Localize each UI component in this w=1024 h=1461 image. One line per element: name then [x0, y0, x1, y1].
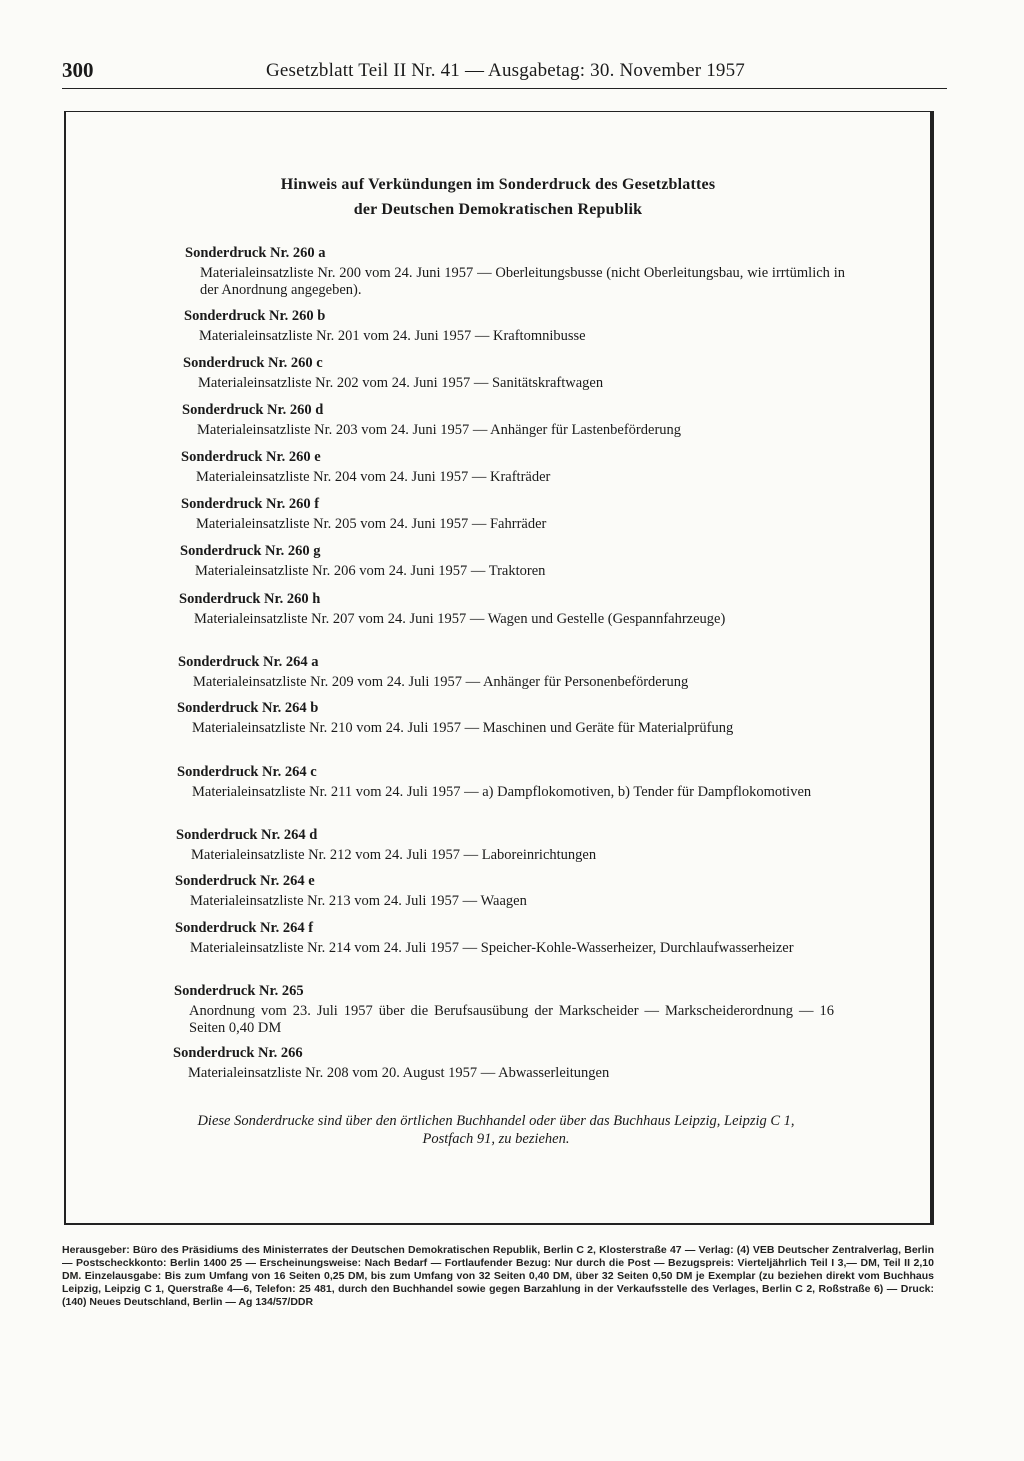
notice-title-line1: Hinweis auf Verkündungen im Sonderdruck des Gesetzblattes	[280, 176, 716, 193]
entry-heading: Sonderdruck Nr. 266	[173, 1045, 303, 1061]
entry-text: Anordnung vom 23. Juli 1957 über die Berufsausübung der Markscheider — Markscheiderordnung — 16 Seiten 0,40 DM	[189, 1003, 834, 1036]
entry-260e	[181, 449, 841, 486]
entry-heading: Sonderdruck Nr. 260 g	[180, 543, 321, 559]
entry-heading: Sonderdruck Nr. 264 c	[177, 764, 317, 780]
entry-heading: Sonderdruck Nr. 260 f	[181, 496, 320, 512]
entry-heading: Sonderdruck Nr. 264 f	[175, 920, 314, 936]
entry-text: Materialeinsatzliste Nr. 201 vom 24. Juni 1957 — Kraftomnibusse	[199, 328, 586, 344]
entry-260h	[179, 591, 839, 628]
entry-text: Materialeinsatzliste Nr. 209 vom 24. Juli 1957 — Anhänger für Personenbeförderung	[193, 674, 689, 690]
entry-260f	[181, 496, 841, 533]
entry-heading: Sonderdruck Nr. 264 a	[178, 654, 319, 670]
entry-text: Materialeinsatzliste Nr. 200 vom 24. Juni 1957 — Oberleitungsbusse (nicht Oberleitungsbau, wie irrtümlich in der Anordnung angegeben).	[200, 265, 845, 298]
entry-264a	[178, 654, 838, 691]
page-number: 300	[62, 58, 94, 82]
entry-266	[173, 1045, 833, 1082]
notice-title-line2: der Deutschen Demokratischen Republik	[353, 201, 643, 218]
entry-264f	[175, 920, 835, 957]
entry-text: Materialeinsatzliste Nr. 206 vom 24. Juni 1957 — Traktoren	[195, 563, 546, 579]
entry-text: Materialeinsatzliste Nr. 207 vom 24. Juni 1957 — Wagen und Gestelle (Gespannfahrzeuge)	[194, 611, 726, 627]
entry-heading: Sonderdruck Nr. 265	[174, 983, 304, 999]
entry-text: Materialeinsatzliste Nr. 212 vom 24. Juli 1957 — Laboreinrichtungen	[191, 847, 597, 863]
entry-heading: Sonderdruck Nr. 260 h	[179, 591, 321, 607]
entry-265	[174, 983, 834, 1037]
entry-text: Materialeinsatzliste Nr. 211 vom 24. Juli 1957 — a) Dampflokomotiven, b) Tender für Dampflokomotiven	[192, 784, 812, 800]
entry-heading: Sonderdruck Nr. 260 a	[185, 245, 326, 261]
entry-264c	[177, 764, 837, 801]
entry-heading: Sonderdruck Nr. 260 c	[183, 355, 323, 371]
entry-260g	[180, 543, 840, 580]
entry-text: Materialeinsatzliste Nr. 205 vom 24. Juni 1957 — Fahrräder	[196, 516, 547, 532]
entry-heading: Sonderdruck Nr. 264 e	[175, 873, 315, 889]
entry-heading: Sonderdruck Nr. 264 b	[177, 700, 319, 716]
entry-heading: Sonderdruck Nr. 260 b	[184, 308, 326, 324]
entry-260a	[185, 245, 845, 299]
entry-text: Materialeinsatzliste Nr. 213 vom 24. Juli 1957 — Waagen	[190, 893, 527, 909]
header-title: Gesetzblatt Teil II Nr. 41 — Ausgabetag: 30. November 1957	[266, 60, 746, 81]
entry-text: Materialeinsatzliste Nr. 202 vom 24. Juni 1957 — Sanitätskraftwagen	[198, 375, 604, 391]
entry-heading: Sonderdruck Nr. 260 e	[181, 449, 321, 465]
entry-260d	[182, 402, 842, 439]
entry-text: Materialeinsatzliste Nr. 203 vom 24. Juni 1957 — Anhänger für Lastenbeförderung	[197, 422, 682, 438]
entry-text: Materialeinsatzliste Nr. 210 vom 24. Juli 1957 — Maschinen und Geräte für Materialprüfung	[192, 720, 734, 736]
entry-heading: Sonderdruck Nr. 264 d	[176, 827, 318, 843]
entry-260c	[183, 355, 843, 392]
entry-text: Materialeinsatzliste Nr. 208 vom 20. August 1957 — Abwasserleitungen	[188, 1065, 610, 1081]
entry-text: Materialeinsatzliste Nr. 204 vom 24. Juni 1957 — Krafträder	[196, 469, 551, 485]
notice-box	[64, 111, 934, 1225]
entry-264b	[177, 700, 837, 737]
entry-264d	[176, 827, 836, 864]
entry-260b	[184, 308, 844, 345]
imprint: Herausgeber: Büro des Präsidiums des Ministerrates der Deutschen Demokratischen Republik, Berlin C 2, Klosterstraße 47 — Verlag: (4) VEB Deutscher Zentralverlag, Berlin — Postscheckkonto: Berlin 1400 25 — Erscheinungsweise: Nach Bedarf — Fortlaufender Bezug: Nur durch die Post — Bezugspreis: Vierteljährlich Teil I 3,— DM, Teil II 2,10 DM. Einzelausgabe: Bis zum Umfang von 16 Seiten 0,25 DM, bis zum Umfang von 32 Seiten 0,40 DM, über 32 Seiten 0,50 DM je Exemplar (zu beziehen direkt vom Buchhaus Leipzig, Leipzig C 1, Querstraße 4—6, Telefon: 25 481, durch den Buchhandel sowie gegen Barzahlung in der Verkaufsstelle des Verlages, Berlin C 2, Roßstraße 6) — Druck: (140) Neues Deutschland, Berlin — Ag 134/57/DDR	[62, 1244, 934, 1308]
entry-heading: Sonderdruck Nr. 260 d	[182, 402, 324, 418]
distribution-note: Diese Sonderdrucke sind über den örtlichen Buchhandel oder über das Buchhaus Leipzig, Leipzig C 1, Postfach 91, zu beziehen.	[197, 1113, 795, 1147]
entry-264e	[175, 873, 835, 910]
entry-text: Materialeinsatzliste Nr. 214 vom 24. Juli 1957 — Speicher-Kohle-Wasserheizer, Durchlaufwasserheizer	[190, 940, 794, 956]
page-header	[62, 58, 947, 89]
